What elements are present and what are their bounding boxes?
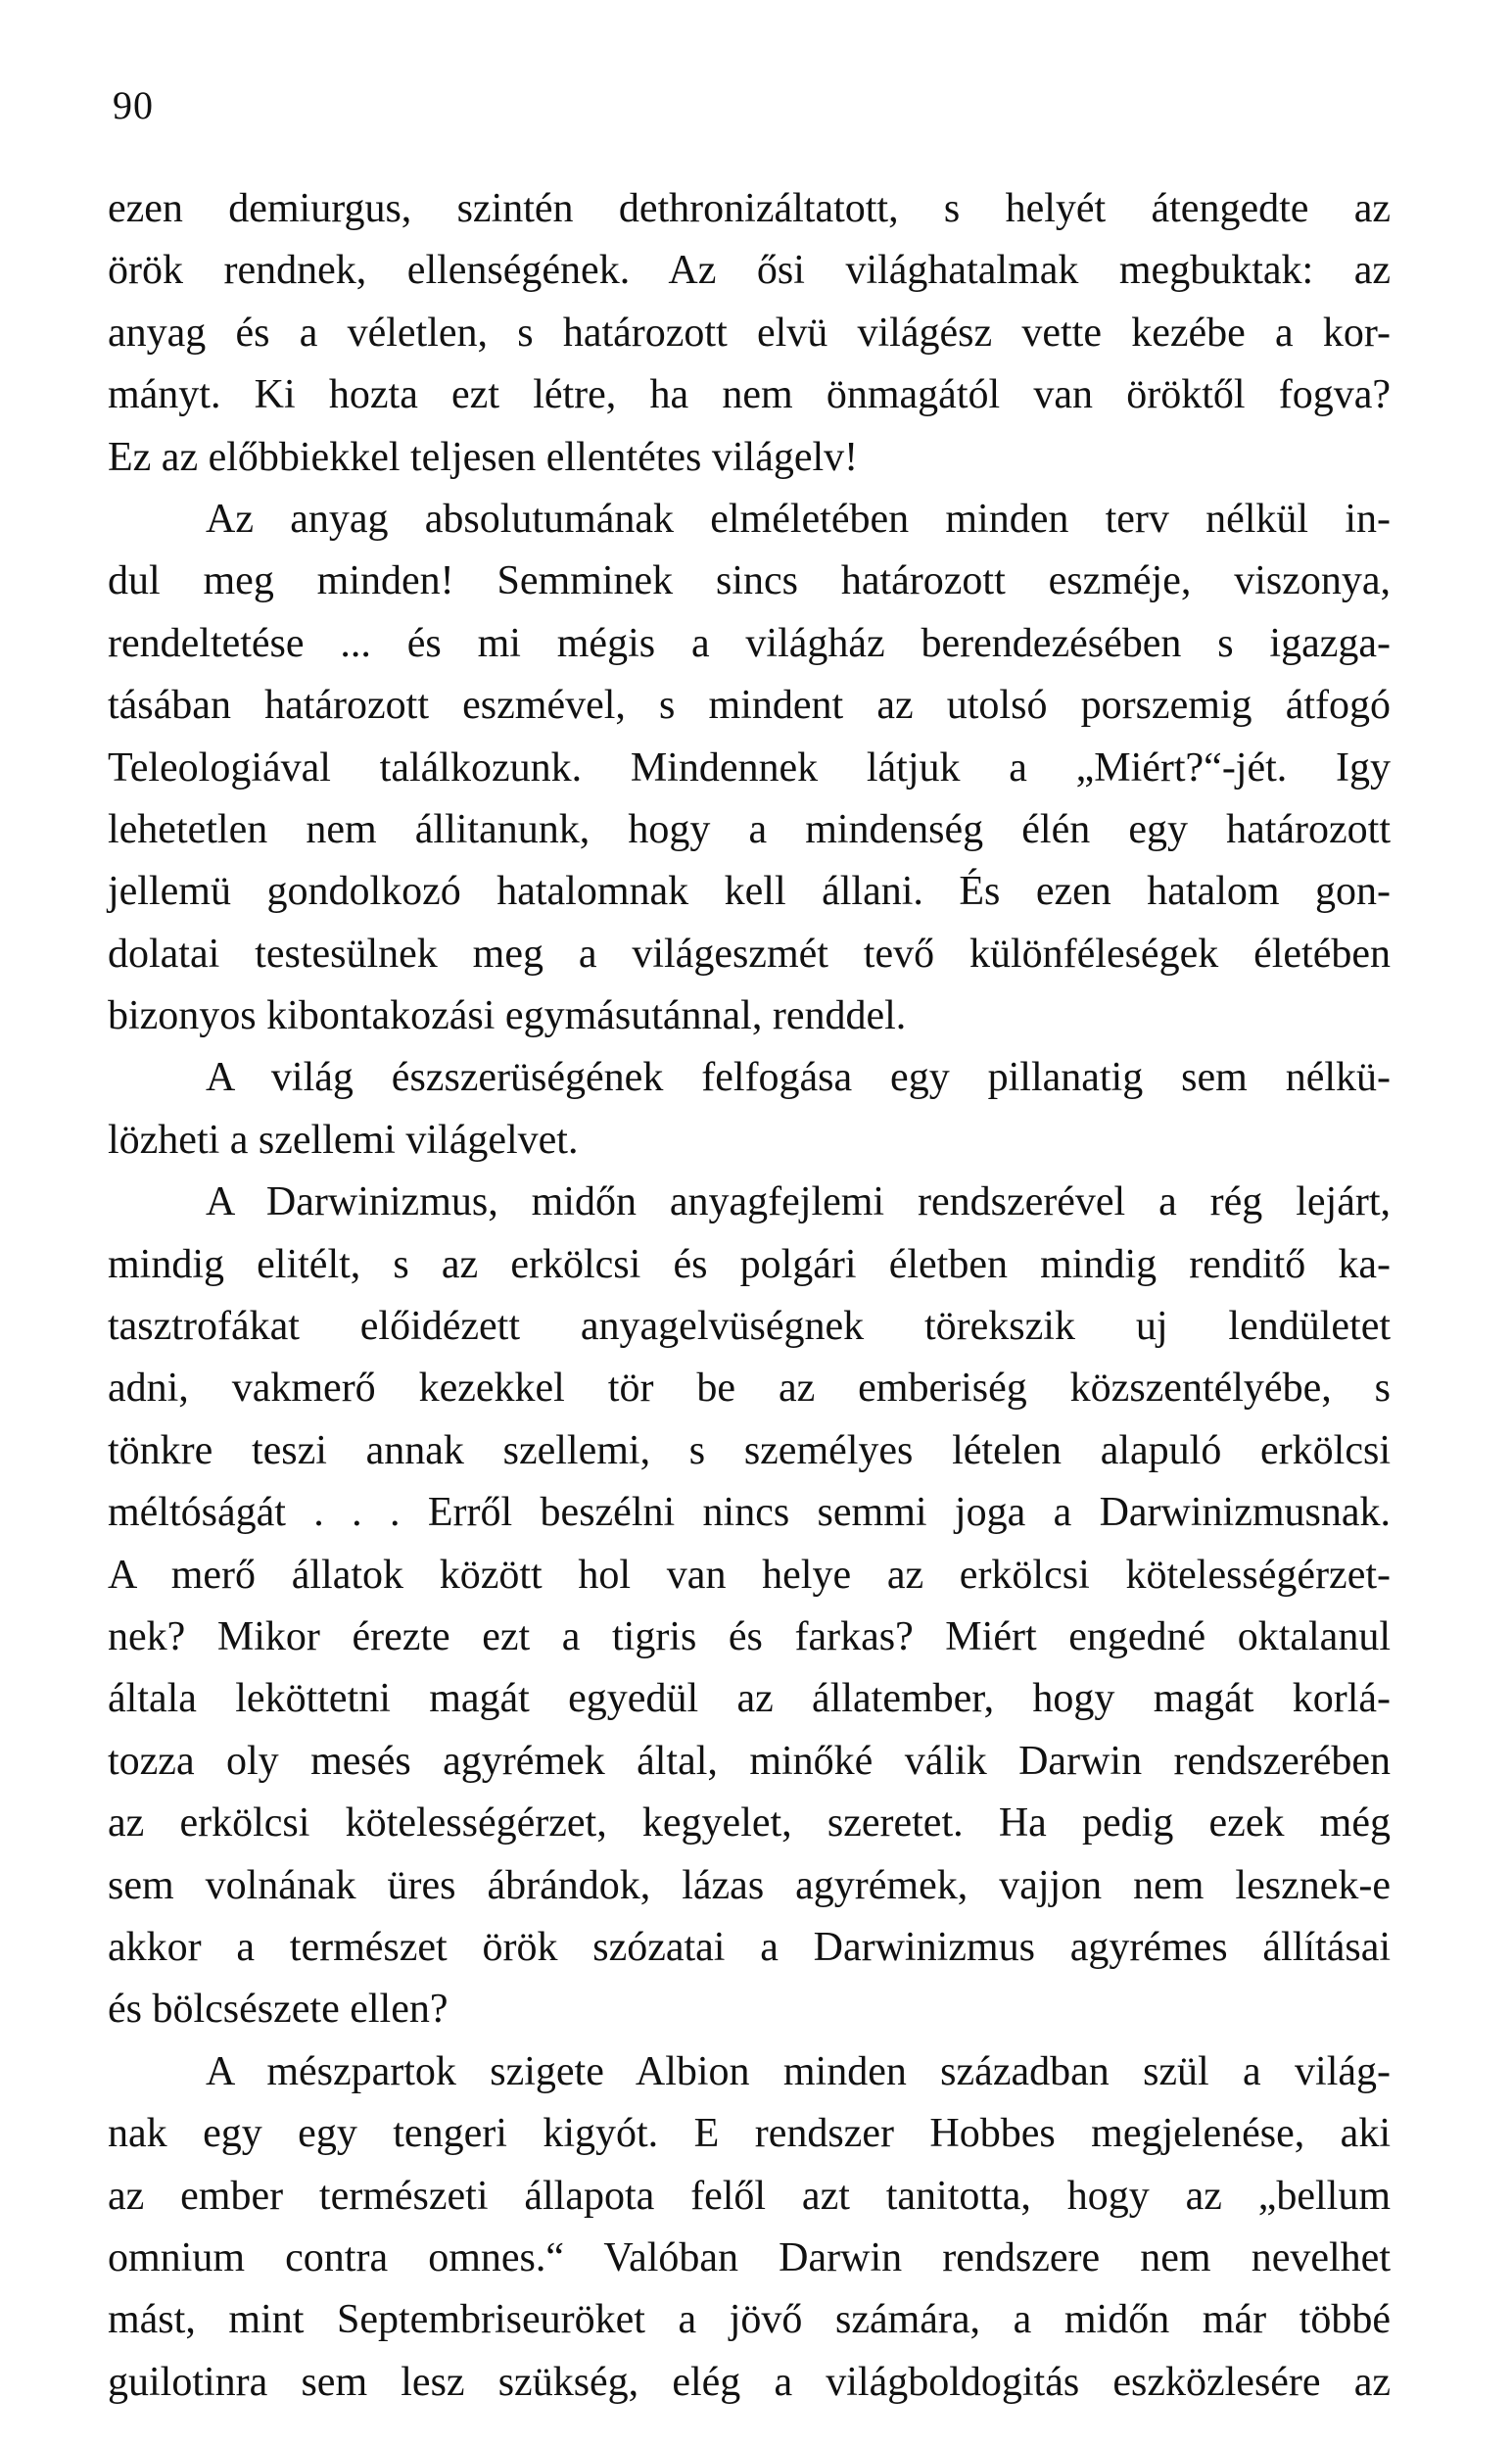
text-line: az ember természeti állapota felől azt tanitotta, hogy az „bellum xyxy=(108,2173,1391,2219)
text-line: dolatai testesülnek meg a világeszmét tevő különféleségek életében xyxy=(108,931,1391,977)
text-line: A világ észszerüségének felfogása egy pillanatig sem nélkü- xyxy=(206,1055,1391,1101)
text-line: Az anyag absolutumának elméletében minden terv nélkül in- xyxy=(206,496,1391,542)
text-line: A mészpartok szigete Albion minden században szül a világ- xyxy=(206,2048,1391,2094)
text-line: nak egy egy tengeri kigyót. E rendszer Hobbes megjelenése, aki xyxy=(108,2111,1391,2157)
text-line: Ez az előbbiekkel teljesen ellentétes világelv! xyxy=(108,434,859,480)
text-line: bizonyos kibontakozási egymásutánnal, renddel. xyxy=(108,993,907,1039)
text-line: lözheti a szellemi világelvet. xyxy=(108,1117,579,1163)
text-line: jellemü gondolkozó hatalomnak kell állani. És ezen hatalom gon- xyxy=(108,869,1391,915)
body-text xyxy=(108,178,1391,2414)
text-line: az erkölcsi kötelességérzet, kegyelet, szeretet. Ha pedig ezek még xyxy=(108,1800,1391,1846)
text-line: omnium contra omnes.“ Valóban Darwin rendszere nem nevelhet xyxy=(108,2234,1391,2280)
text-line: akkor a természet örök szózatai a Darwinizmus agyrémes állításai xyxy=(108,1924,1391,1970)
text-line: méltóságát . . . Erről beszélni nincs semmi joga a Darwinizmusnak. xyxy=(108,1490,1391,1536)
page-number: 90 xyxy=(113,83,154,127)
text-line: örök rendnek, ellenségének. Az ősi világhatalmak megbuktak: az xyxy=(108,248,1391,294)
text-line: és bölcsészete ellen? xyxy=(108,1987,449,2033)
text-line: tozza oly mesés agyrémek által, minőké válik Darwin rendszerében xyxy=(108,1738,1391,1784)
text-line: dul meg minden! Semminek sincs határozott eszméje, viszonya, xyxy=(108,558,1391,604)
text-line: anyag és a véletlen, s határozott elvü világész vette kezébe a kor- xyxy=(108,310,1391,356)
text-line: tönkre teszi annak szellemi, s személyes lételen alapuló erkölcsi xyxy=(108,1427,1391,1473)
text-line: nek? Mikor érezte ezt a tigris és farkas? Miért engedné oktalanul xyxy=(108,1613,1391,1659)
text-line: lehetetlen nem állitanunk, hogy a mindenség élén egy határozott xyxy=(108,806,1391,852)
text-line: tásában határozott eszmével, s mindent az utolsó porszemig átfogó xyxy=(108,683,1391,729)
text-line: A merő állatok között hol van helye az erkölcsi kötelességérzet- xyxy=(108,1552,1391,1598)
text-line: tasztrofákat előidézett anyagelvüségnek törekszik uj lendületet xyxy=(108,1304,1391,1350)
text-line: rendeltetése ... és mi mégis a világház berendezésében s igazga- xyxy=(108,620,1391,666)
text-line: guilotinra sem lesz szükség, elég a világboldogitás eszközlesére az xyxy=(108,2359,1391,2405)
text-line: Teleologiával találkozunk. Mindennek látjuk a „Miért?“-jét. Igy xyxy=(108,744,1391,791)
text-line: általa leköttetni magát egyedül az állatember, hogy magát korlá- xyxy=(108,1676,1391,1722)
text-line: mindig elitélt, s az erkölcsi és polgári életben mindig renditő ka- xyxy=(108,1241,1391,1287)
text-line: sem volnának üres ábrándok, lázas agyrémek, vajjon nem lesznek-e xyxy=(108,1862,1391,1908)
text-line: mást, mint Septembriseuröket a jövő számára, a midőn már többé xyxy=(108,2297,1391,2343)
text-line: mányt. Ki hozta ezt létre, ha nem önmagától van öröktől fogva? xyxy=(108,372,1391,418)
text-line: adni, vakmerő kezekkel tör be az emberiség közszentélyébe, s xyxy=(108,1366,1391,1412)
text-line: A Darwinizmus, midőn anyagfejlemi rendszerével a rég lejárt, xyxy=(206,1179,1391,1225)
text-line: ezen demiurgus, szintén dethronizáltatott, s helyét átengedte az xyxy=(108,186,1391,231)
